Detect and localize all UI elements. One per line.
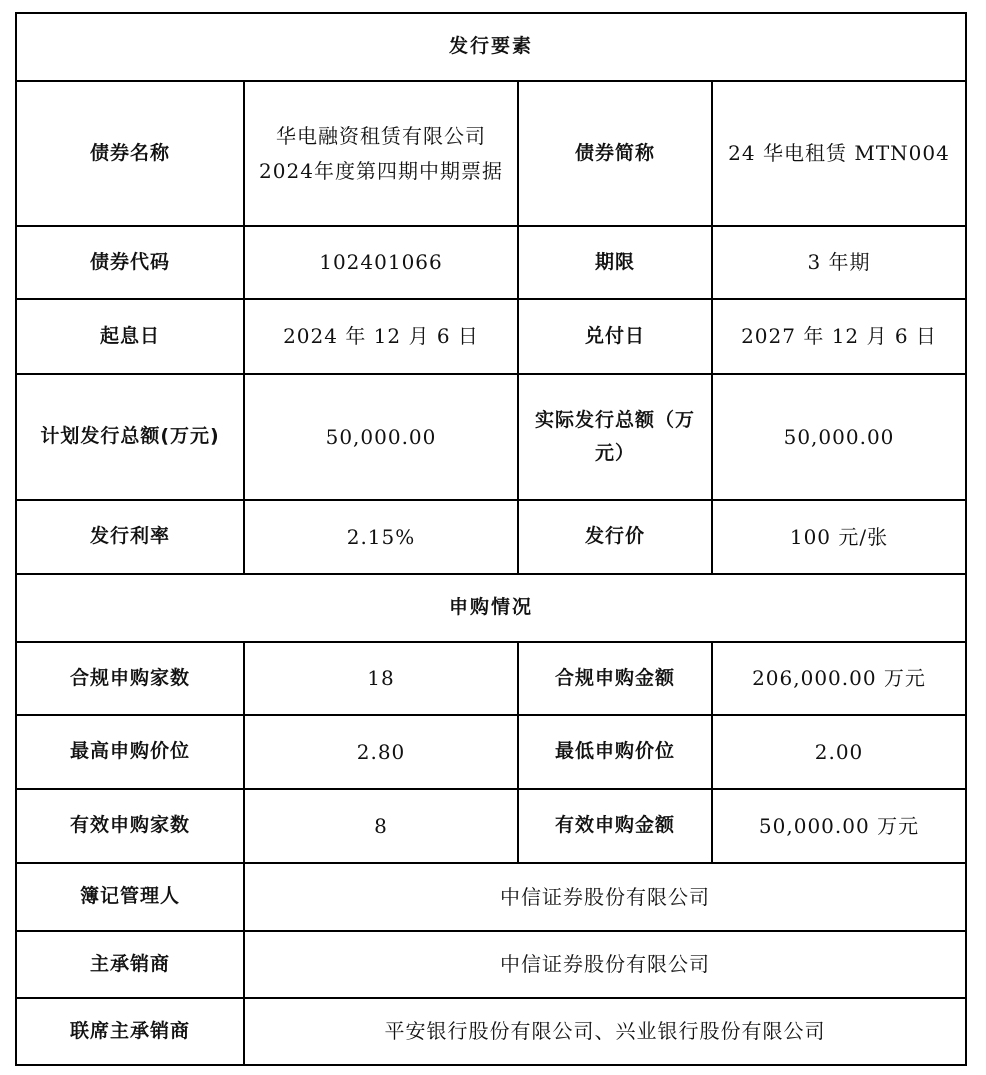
lead-underwriter-label: 主承销商	[16, 931, 244, 998]
term-value: 3 年期	[712, 226, 966, 299]
joint-lead-underwriter-row	[16, 998, 966, 1065]
bond-name-label: 债券名称	[16, 81, 244, 226]
bookrunner-row	[16, 863, 966, 931]
value-date-label: 起息日	[16, 299, 244, 374]
highest-price-label: 最高申购价位	[16, 715, 244, 789]
valid-row	[16, 789, 966, 863]
issuance-section-title: 发行要素	[16, 13, 966, 81]
bond-issuance-table	[15, 12, 967, 1066]
maturity-date-value: 2027 年 12 月 6 日	[712, 299, 966, 374]
bookrunner-label: 簿记管理人	[16, 863, 244, 931]
subscription-header-row	[16, 574, 966, 642]
price-range-row	[16, 715, 966, 789]
bond-short-name-value: 24 华电租赁 MTN004	[712, 81, 966, 226]
bond-name-value: 华电融资租赁有限公司2024年度第四期中期票据	[244, 81, 518, 226]
bond-code-row	[16, 226, 966, 299]
compliant-amount-value: 206,000.00 万元	[712, 642, 966, 715]
term-label: 期限	[518, 226, 712, 299]
actual-amount-label: 实际发行总额（万元）	[518, 374, 712, 500]
compliant-count-label: 合规申购家数	[16, 642, 244, 715]
actual-amount-value: 50,000.00	[712, 374, 966, 500]
highest-price-value: 2.80	[244, 715, 518, 789]
compliant-row	[16, 642, 966, 715]
valid-amount-label: 有效申购金额	[518, 789, 712, 863]
valid-count-value: 8	[244, 789, 518, 863]
issue-rate-label: 发行利率	[16, 500, 244, 574]
valid-amount-value: 50,000.00 万元	[712, 789, 966, 863]
bookrunner-value: 中信证券股份有限公司	[244, 863, 966, 931]
lead-underwriter-row	[16, 931, 966, 998]
compliant-count-value: 18	[244, 642, 518, 715]
bond-code-value: 102401066	[244, 226, 518, 299]
amount-row	[16, 374, 966, 500]
planned-amount-label: 计划发行总额(万元)	[16, 374, 244, 500]
joint-lead-underwriter-value: 平安银行股份有限公司、兴业银行股份有限公司	[244, 998, 966, 1065]
issue-rate-value: 2.15%	[244, 500, 518, 574]
value-date-value: 2024 年 12 月 6 日	[244, 299, 518, 374]
subscription-section-title: 申购情况	[16, 574, 966, 642]
compliant-amount-label: 合规申购金额	[518, 642, 712, 715]
rate-price-row	[16, 500, 966, 574]
issue-price-value: 100 元/张	[712, 500, 966, 574]
bond-code-label: 债券代码	[16, 226, 244, 299]
lead-underwriter-value: 中信证券股份有限公司	[244, 931, 966, 998]
bond-short-name-label: 债券简称	[518, 81, 712, 226]
dates-row	[16, 299, 966, 374]
maturity-date-label: 兑付日	[518, 299, 712, 374]
bond-name-row	[16, 81, 966, 226]
planned-amount-value: 50,000.00	[244, 374, 518, 500]
lowest-price-value: 2.00	[712, 715, 966, 789]
issuance-header-row	[16, 13, 966, 81]
issue-price-label: 发行价	[518, 500, 712, 574]
lowest-price-label: 最低申购价位	[518, 715, 712, 789]
joint-lead-underwriter-label: 联席主承销商	[16, 998, 244, 1065]
valid-count-label: 有效申购家数	[16, 789, 244, 863]
